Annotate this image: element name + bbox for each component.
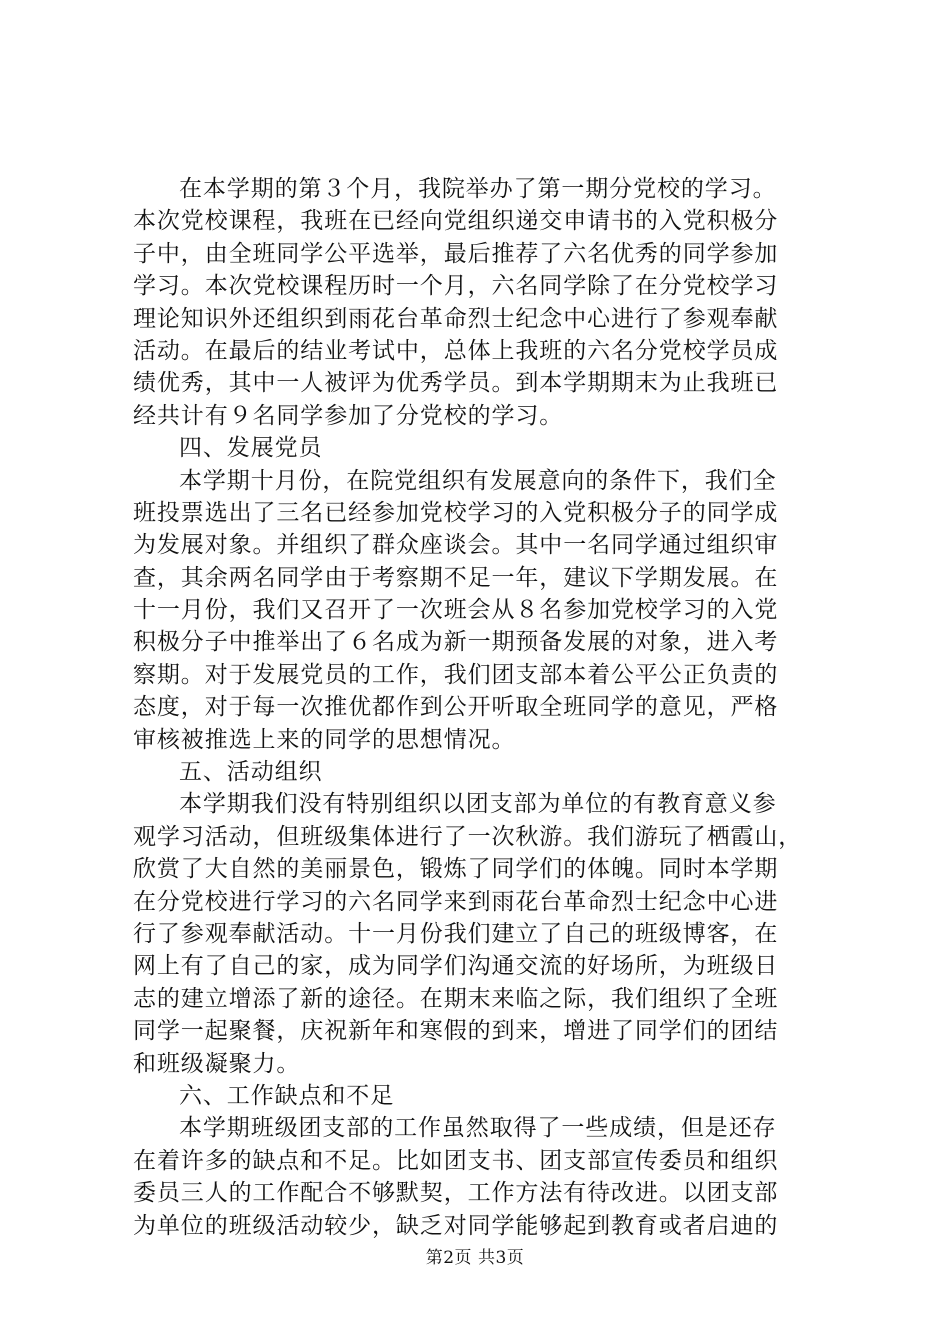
text-line: 学习。本次党校课程历时一个月，六名同学除了在分党校学习: [133, 273, 779, 300]
text-line: 班投票选出了三名已经参加党校学习的入党积极分子的同学成: [133, 499, 779, 526]
text-line: 察期。对于发展党员的工作，我们团支部本着公平公正负责的: [133, 661, 779, 688]
text-line: 本学期我们没有特别组织以团支部为单位的有教育意义参: [179, 791, 777, 818]
text-line: 为发展对象。并组织了群众座谈会。其中一名同学通过组织审: [133, 532, 779, 559]
text-line: 和班级凝聚力。: [133, 1050, 301, 1077]
text-line: 在本学期的第３个月，我院举办了第一期分党校的学习。: [179, 176, 777, 202]
text-line: 网上有了自己的家，成为同学们沟通交流的好场所，为班级日: [133, 953, 779, 980]
text-line: 子中，由全班同学公平选举，最后推荐了六名优秀的同学参加: [133, 240, 779, 267]
text-line: 经共计有９名同学参加了分党校的学习。: [133, 402, 564, 429]
text-line: 为单位的班级活动较少，缺乏对同学能够起到教育或者启迪的: [133, 1212, 779, 1239]
text-line: 四、发展党员: [179, 435, 323, 462]
text-line: 本次党校课程，我班在已经向党组织递交申请书的入党积极分: [133, 208, 779, 235]
text-line: 委员三人的工作配合不够默契，工作方法有待改进。以团支部: [133, 1180, 779, 1207]
page-number: 第2页 共3页: [425, 1248, 525, 1268]
text-line: 六、工作缺点和不足: [179, 1082, 395, 1109]
text-line: 查，其余两名同学由于考察期不足一年，建议下学期发展。在: [133, 564, 779, 591]
text-line: 审核被推选上来的同学的思想情况。: [133, 726, 516, 753]
page-footer: [0, 1243, 950, 1268]
text-line: 本学期十月份，在院党组织有发展意向的条件下，我们全: [179, 467, 777, 494]
text-line: 绩优秀，其中一人被评为优秀学员。到本学期期末为止我班已: [133, 370, 779, 397]
text-line: 理论知识外还组织到雨花台革命烈士纪念中心进行了参观奉献: [133, 305, 779, 332]
text-line: 欣赏了大自然的美丽景色，锻炼了同学们的体魄。同时本学期: [133, 856, 779, 883]
text-line: 同学一起聚餐，庆祝新年和寒假的到来，增进了同学们的团结: [133, 1018, 779, 1045]
text-line: 五、活动组织: [179, 759, 323, 786]
text-line: 积极分子中推举出了６名成为新一期预备发展的对象，进入考: [133, 629, 779, 656]
text-line: 本学期班级团支部的工作虽然取得了一些成绩，但是还存: [179, 1115, 777, 1142]
text-line: 在着许多的缺点和不足。比如团支书、团支部宣传委员和组织: [133, 1147, 779, 1174]
text-line: 观学习活动，但班级集体进行了一次秋游。我们游玩了栖霞山，: [133, 823, 803, 850]
text-line: 志的建立增添了新的途径。在期末来临之际，我们组织了全班: [133, 985, 779, 1012]
text-line: 在分党校进行学习的六名同学来到雨花台革命烈士纪念中心进: [133, 888, 779, 915]
text-line: 态度，对于每一次推优都作到公开听取全班同学的意见，严格: [133, 694, 779, 721]
text-line: 十一月份，我们又召开了一次班会从８名参加党校学习的入党: [133, 597, 779, 624]
document-body: [133, 173, 833, 1242]
text-line: 活动。在最后的结业考试中，总体上我班的六名分党校学员成: [133, 337, 779, 364]
text-line: 行了参观奉献活动。十一月份我们建立了自己的班级博客，在: [133, 920, 779, 947]
